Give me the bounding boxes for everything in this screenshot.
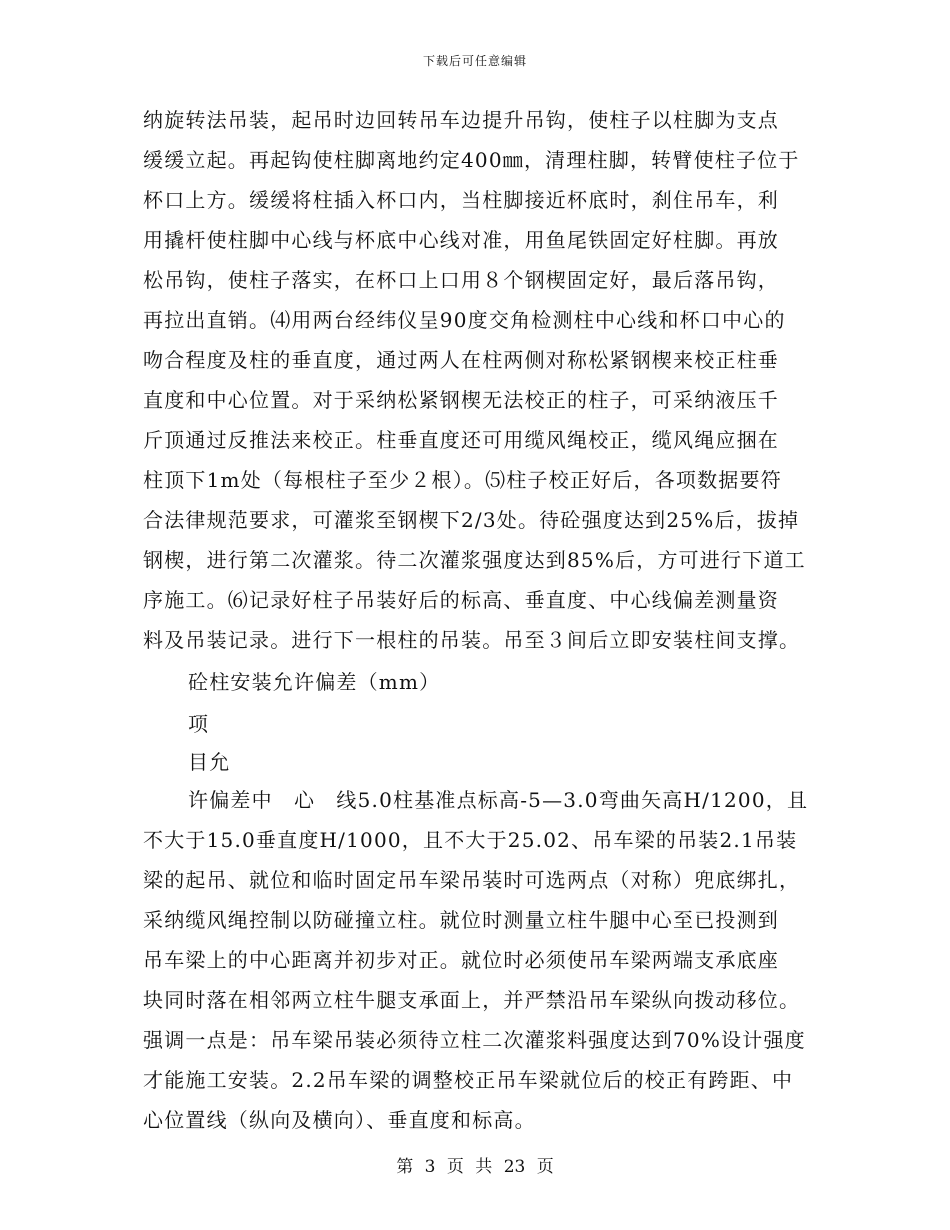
text-line: 用撬杆使柱脚中心线与杯底中心线对准，用鱼尾铁固定好柱脚。再放 bbox=[143, 228, 779, 252]
table-header-item: 项 bbox=[188, 712, 210, 736]
text-line: 心位置线（纵向及横向）、垂直度和标高。 bbox=[143, 1108, 536, 1132]
text-line: 直度和中心位置。对于采纳松紧钢楔无法校正的柱子，可采纳液压千 bbox=[143, 388, 779, 412]
text-line: 杯口上方。缓缓将柱插入杯口内，当柱脚接近杯底时，刹住吊车，利 bbox=[143, 188, 779, 212]
text-line: 再拉出直销。⑷用两台经纬仪呈90度交角检测柱中心线和杯口中心的 bbox=[143, 308, 786, 332]
text-line: 料及吊装记录。进行下一根柱的吊装。吊至３间后立即安装柱间支撑。 bbox=[143, 628, 801, 652]
text-line: 斤顶通过反推法来校正。柱垂直度还可用缆风绳校正，缆风绳应捆在 bbox=[143, 428, 779, 452]
table-title: 砼柱安装允许偏差（mm） bbox=[188, 670, 441, 694]
page-header: 下载后可任意编辑 bbox=[422, 54, 527, 68]
text-line: 才能施工安装。2.2吊车梁的调整校正吊车梁就位后的校正有跨距、中 bbox=[143, 1068, 794, 1092]
text-line: 不大于15.0垂直度H/1000，且不大于25.02、吊车梁的吊装2.1吊装 bbox=[143, 828, 798, 852]
text-line: 纳旋转法吊装，起吊时边回转吊车边提升吊钩，使柱子以柱脚为支点 bbox=[143, 108, 779, 132]
text-line: 钢楔，进行第二次灌浆。待二次灌浆强度达到85%后，方可进行下道工 bbox=[143, 548, 806, 572]
text-line: 柱顶下1m处（每根柱子至少２根）。⑸柱子校正好后，各项数据要符 bbox=[143, 468, 782, 492]
text-line: 吻合程度及柱的垂直度，通过两人在柱两侧对称松紧钢楔来校正柱垂 bbox=[143, 348, 779, 372]
text-line: 序施工。⑹记录好柱子吊装好后的标高、垂直度、中心线偏差测量资 bbox=[143, 588, 779, 612]
text-line: 梁的起吊、就位和临时固定吊车梁吊装时可选两点（对称）兜底绑扎， bbox=[143, 868, 801, 892]
table-header-allowance: 目允 bbox=[188, 750, 231, 774]
text-line: 缓缓立起。再起钩使柱脚离地约定400㎜，清理柱脚，转臂使柱子位于 bbox=[143, 148, 800, 172]
text-line: 松吊钩，使柱子落实，在杯口上口用８个钢楔固定好，最后落吊钩， bbox=[143, 268, 779, 292]
text-line: 强调一点是：吊车梁吊装必须待立柱二次灌浆料强度达到70%设计强度 bbox=[143, 1028, 806, 1052]
page-footer: 第 3 页 共 23 页 bbox=[396, 1157, 554, 1177]
text-line: 许偏差中 心 线5.0柱基准点标高-5—3.0弯曲矢高H/1200，且 bbox=[188, 788, 809, 812]
text-line: 采纳缆风绳控制以防碰撞立柱。就位时测量立柱牛腿中心至已投测到 bbox=[143, 908, 779, 932]
text-line: 吊车梁上的中心距离并初步对正。就位时必须使吊车梁两端支承底座 bbox=[143, 948, 779, 972]
text-line: 合法律规范要求，可灌浆至钢楔下2/3处。待砼强度达到25%后，拔掉 bbox=[143, 508, 800, 532]
text-line: 块同时落在相邻两立柱牛腿支承面上，并严禁沿吊车梁纵向拨动移位。 bbox=[143, 988, 801, 1012]
